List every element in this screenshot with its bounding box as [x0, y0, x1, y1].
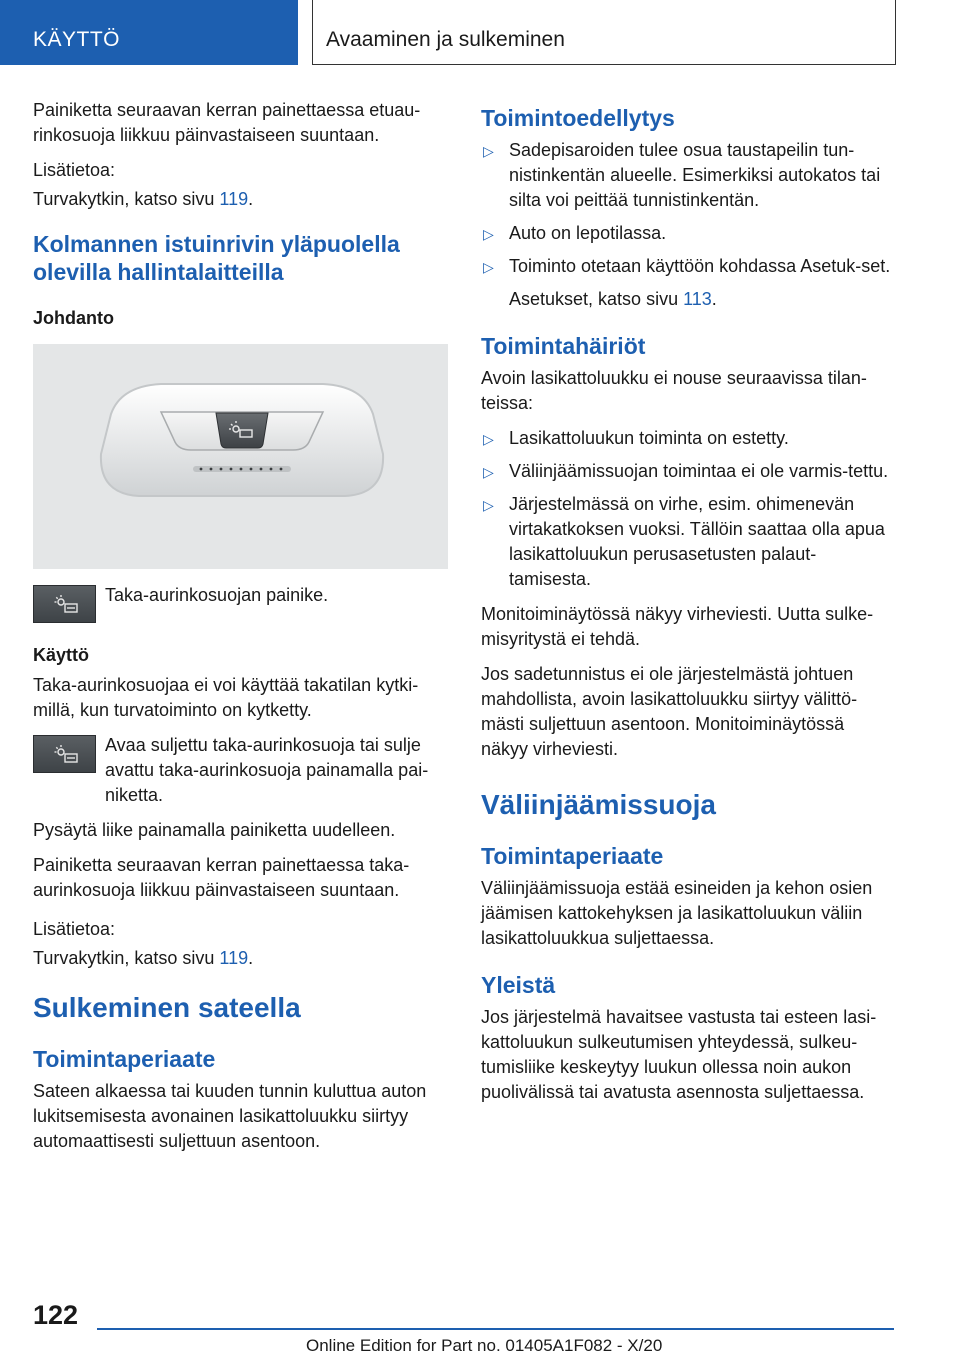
- list-item: ▷ Sadepisaroiden tulee osua taustapeilin tun-nistinkentän alueelle. Esimerkiksi autokatos tai silta voi peittää tunnistinkentän.: [483, 140, 881, 210]
- overhead-console-illustration: [33, 344, 448, 569]
- section-title: KÄYTTÖ: [33, 28, 121, 51]
- paragraph: Pysäytä liike painamalla painiketta uudelleen.: [33, 820, 396, 840]
- rear-sunshade-button-icon: [33, 585, 96, 623]
- paragraph: Painiketta seuraavan kerran painettaessa taka-aurinkosuoja liikkuu päinvastaiseen suuntaan.: [33, 855, 410, 900]
- triangle-bullet-icon: ▷: [483, 464, 494, 480]
- list-item: ▷ Lasikattoluukun toiminta on estetty.: [481, 426, 896, 451]
- triangle-bullet-icon: ▷: [483, 497, 494, 513]
- list-item: ▷ Väliinjäämissuojan toimintaa ei ole varmis-tettu.: [481, 459, 896, 484]
- paragraph: Avaa suljettu taka-aurinkosuoja tai sulje avattu taka-aurinkosuoja painamalla pai-niketta.: [105, 735, 429, 805]
- cross-reference: Turvakytkin, katso sivu 119.: [33, 948, 254, 968]
- overhead-console-photo: [33, 344, 448, 569]
- section-heading: Väliinjäämissuoja: [481, 789, 716, 820]
- paragraph: Väliinjäämissuoja estää esineiden ja kehon osien jäämisen kattokehyksen ja lasikattoluukun väliin lasikattoluukkua suljettaessa.: [481, 878, 873, 948]
- subheading: Johdanto: [33, 308, 114, 328]
- footer-divider: [97, 1328, 894, 1330]
- paragraph: Avoin lasikattoluukku ei nouse seuraavissa tilan-teissa:: [481, 368, 867, 413]
- list-item: ▷ Järjestelmässä on virhe, esim. ohimenevän virtakatkoksen vuoksi. Tällöin saattaa olla apua lasikattoluukun perusasetusten palaut-tamisesta.: [483, 494, 885, 589]
- chapter-title: Avaaminen ja sulkeminen: [326, 28, 565, 51]
- section-heading: Kolmannen istuinrivin yläpuolella olevilla hallintalaitteilla: [33, 231, 400, 285]
- paragraph: Painiketta seuraavan kerran painettaessa etuau-rinkosuoja liikkuu päinvastaiseen suuntaan.: [33, 100, 421, 145]
- list-item: ▷ Auto on lepotilassa.: [481, 221, 896, 246]
- triangle-bullet-icon: ▷: [483, 226, 494, 242]
- faults-list: [481, 426, 896, 592]
- triangle-bullet-icon: ▷: [483, 143, 494, 159]
- prerequisites-list: [481, 138, 896, 312]
- subsection-heading: Toimintaperiaate: [481, 843, 664, 869]
- subheading: Käyttö: [33, 645, 90, 665]
- edition-note: Online Edition for Part no. 01405A1F082 - X/20: [306, 1336, 663, 1355]
- icon-instruction-row: [33, 733, 448, 808]
- page-link[interactable]: 119: [219, 948, 249, 968]
- paragraph: Taka-aurinkosuojaa ei voi käyttää takatilan kytki-millä, kun turvatoiminto on kytketty.: [33, 675, 419, 720]
- rear-sunshade-button-icon: [33, 735, 96, 773]
- page-number: 122: [33, 1300, 79, 1330]
- more-info-label: Lisätietoa:: [33, 160, 116, 180]
- icon-caption-row: [33, 583, 448, 627]
- section-heading: Sulkeminen sateella: [33, 992, 301, 1023]
- chapter-header: [312, 0, 896, 65]
- more-info-label: Lisätietoa:: [33, 919, 116, 939]
- section-tab: [0, 0, 298, 65]
- paragraph: Monitoiminäytössä näkyy virheviesti. Uutta sulke-misyritystä ei tehdä.: [481, 604, 874, 649]
- page-link[interactable]: 113: [683, 289, 712, 309]
- paragraph: Jos sadetunnistus ei ole järjestelmästä johtuen mahdollista, avoin lasikattoluukku siirtyy välittö-mästi suljettuun asentoon. Monitoiminäytössä näkyy virheviesti.: [481, 664, 858, 759]
- cross-reference: Asetukset, katso sivu 113.: [509, 289, 717, 309]
- subsection-heading: Toimintahäiriöt: [481, 333, 646, 359]
- subsection-heading: Toimintoedellytys: [481, 105, 675, 131]
- page-link[interactable]: 119: [219, 189, 249, 209]
- triangle-bullet-icon: ▷: [483, 259, 494, 275]
- list-item: ▷ Toiminto otetaan käyttöön kohdassa Asetuk-set. Asetukset, katso sivu 113.: [481, 254, 896, 312]
- cross-reference: Turvakytkin, katso sivu 119.: [33, 189, 254, 209]
- paragraph: Jos järjestelmä havaitsee vastusta tai esteen lasi-kattoluukun sulkeutumisen yhteydessä, sulkeu-tumisliike keskeytyy luukun ollessa noin aukon puolivälissä tai avatusta asennosta suljettaessa.: [481, 1007, 877, 1102]
- subsection-heading: Yleistä: [481, 972, 556, 998]
- triangle-bullet-icon: ▷: [483, 431, 494, 447]
- left-column: [33, 98, 448, 1164]
- subsection-heading: Toimintaperiaate: [33, 1046, 216, 1072]
- icon-caption: Taka-aurinkosuojan painike.: [105, 585, 329, 605]
- right-column: [481, 98, 896, 1115]
- paragraph: Sateen alkaessa tai kuuden tunnin kuluttua auton lukitsemisesta avonainen lasikattoluukku siirtyy automaattisesti suljettuun asentoon.: [33, 1081, 427, 1151]
